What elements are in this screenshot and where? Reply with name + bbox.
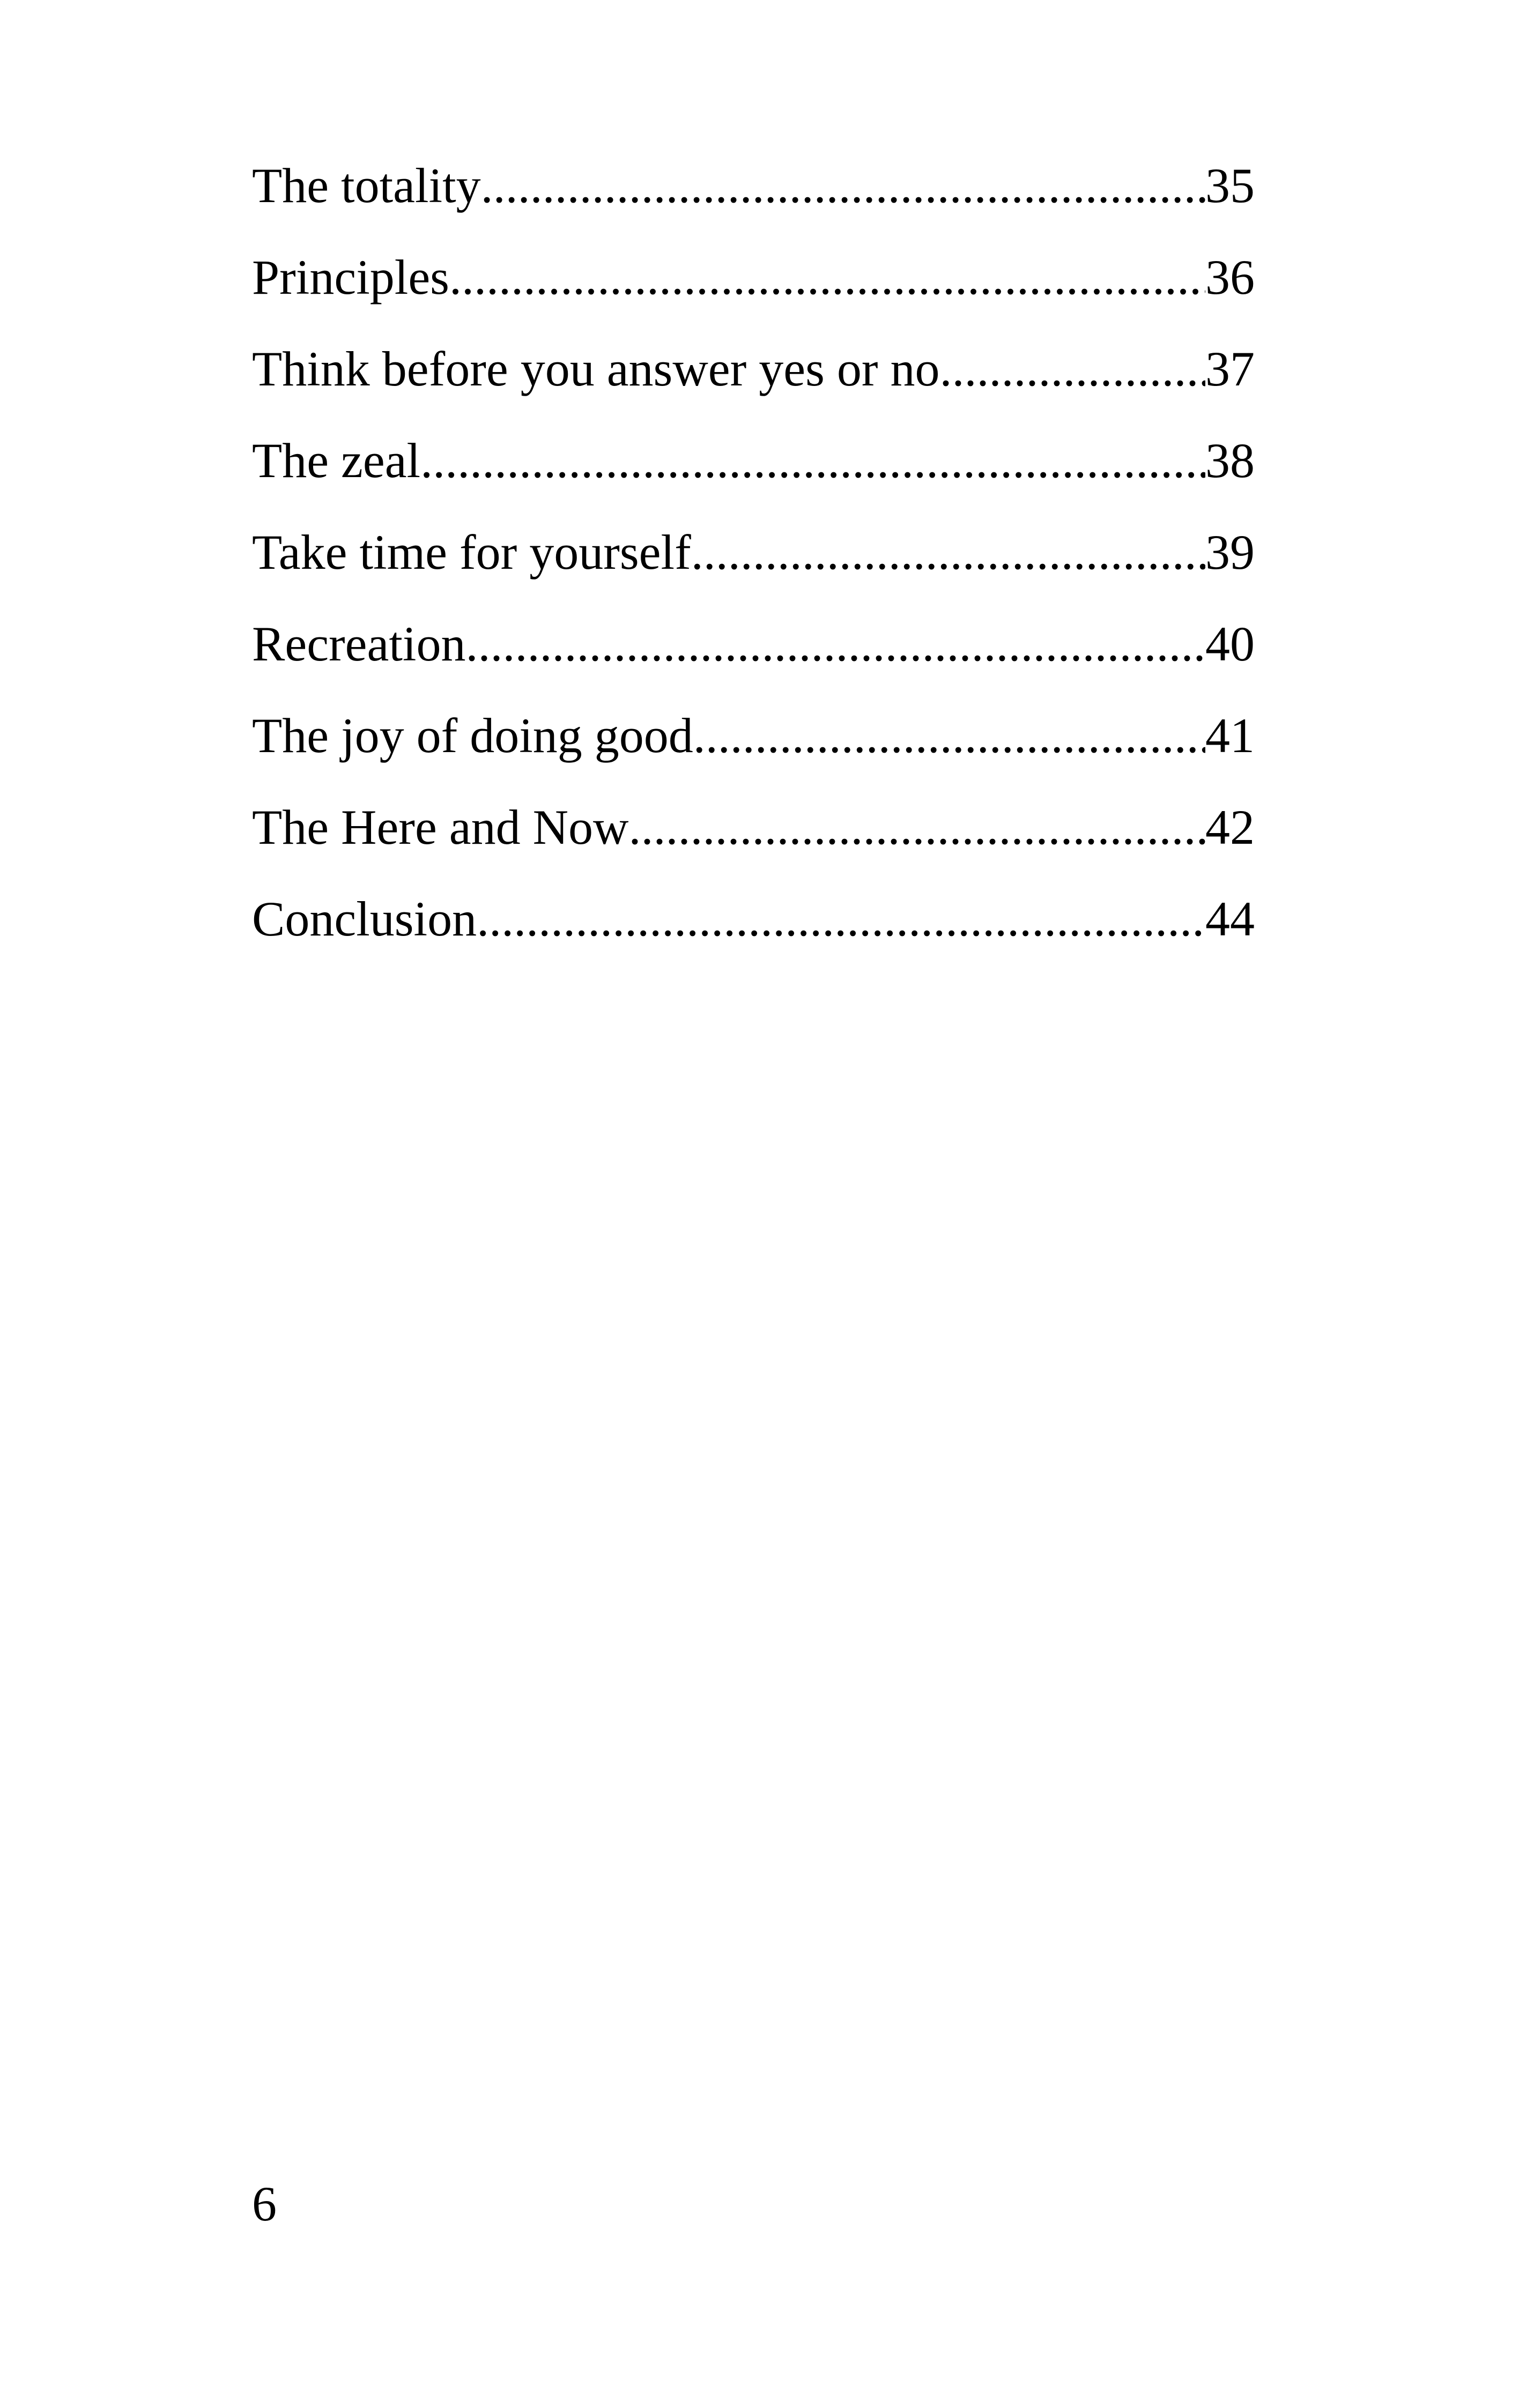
dot-leader <box>420 436 1205 485</box>
table-of-contents <box>252 158 1255 986</box>
toc-entry-page: 39 <box>1205 525 1255 579</box>
toc-entry-page: 36 <box>1205 250 1255 304</box>
toc-entry[interactable] <box>252 433 1255 527</box>
toc-entry[interactable] <box>252 802 1255 894</box>
toc-entry-page: 37 <box>1205 341 1255 396</box>
toc-entry-title: Conclusion <box>252 891 477 946</box>
dot-leader <box>940 344 1205 393</box>
toc-entry[interactable] <box>252 158 1255 252</box>
toc-entry-page: 44 <box>1205 891 1255 946</box>
toc-entry[interactable] <box>252 708 1255 802</box>
toc-entry-page: 41 <box>1205 708 1255 763</box>
toc-entry-page: 38 <box>1205 433 1255 488</box>
toc-entry-title: Principles <box>252 250 449 304</box>
dot-leader <box>465 619 1205 668</box>
toc-entry[interactable] <box>252 891 1255 986</box>
dot-leader <box>691 527 1205 577</box>
dot-leader <box>481 161 1205 210</box>
toc-entry[interactable] <box>252 341 1255 436</box>
dot-leader <box>477 894 1205 943</box>
toc-entry[interactable] <box>252 616 1255 711</box>
page-number: 6 <box>252 2176 277 2231</box>
toc-entry-title: The joy of doing good <box>252 708 693 763</box>
toc-entry-page: 35 <box>1205 158 1255 213</box>
toc-entry-title: The Here and Now <box>252 800 629 854</box>
toc-entry-title: Think before you answer yes or no <box>252 341 940 396</box>
toc-entry-title: Take time for yourself <box>252 525 691 579</box>
dot-leader <box>449 252 1205 302</box>
toc-entry[interactable] <box>252 527 1255 619</box>
toc-entry-title: Recreation <box>252 616 466 671</box>
dot-leader <box>693 711 1205 760</box>
toc-entry-title: The zeal <box>252 433 421 488</box>
toc-entry-page: 42 <box>1205 800 1255 854</box>
dot-leader <box>629 802 1206 852</box>
toc-entry-page: 40 <box>1205 616 1255 671</box>
toc-entry[interactable] <box>252 252 1255 344</box>
toc-entry-title: The totality <box>252 158 481 213</box>
